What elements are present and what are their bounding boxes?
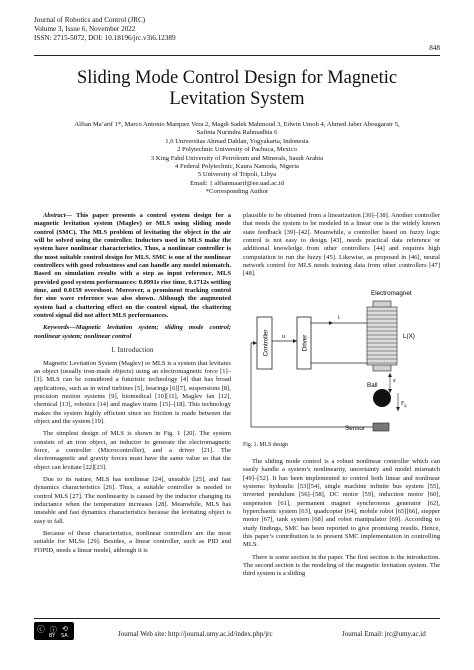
authors-block bbox=[34, 121, 440, 197]
ball-label: Ball bbox=[367, 382, 378, 389]
electromagnet-label: Electromagnet bbox=[371, 290, 412, 297]
left-column bbox=[34, 212, 231, 555]
header-rule bbox=[34, 55, 440, 56]
right-column-top bbox=[243, 212, 440, 279]
figure-caption: Fig. 1. MLS design bbox=[243, 442, 288, 448]
cc-by-label: BY bbox=[49, 633, 56, 639]
inductance-label: L(X) bbox=[403, 333, 415, 340]
keywords bbox=[34, 324, 231, 341]
journal-issn: ISSN: 2715-5072, DOI: 10.18196/jrc.v3i6.12389 bbox=[34, 34, 176, 42]
paragraph: plausible to be obtained from a linearization [30]–[38]. Another controller that needs the system to be modeled in a linear one is the widely known state feedback [39]–[42]. Meanwhile, a controller based on fuzzy logic control is not easy to design [43], needs practical data reference or additional knowledge from other controllers [44] and requires high computation to run the fuzzy [45]. Likewise, as proposed in [46], neural network control for MLS needs training data from other controllers [47][48]. bbox=[243, 212, 440, 278]
authors-line1: Alfian Ma’arif 1*, Marco Antonio Marquez Vera 2, Magdi Sadek Mahmoud 3, Edwin Umoh 4, Ahmed Jaber Abougarair 5, bbox=[74, 121, 400, 128]
paragraph: Because of these characteristics, nonlinear controllers are the most suitable for MLSs [29]. Besides, a linear controller, such as PID and FOPID, needs a linear model, although it is bbox=[34, 530, 231, 554]
corresponding-author: *Corresponding Author bbox=[205, 188, 269, 196]
sensor-label: Sensor bbox=[345, 425, 365, 432]
controller-label: Controller bbox=[262, 329, 270, 357]
paragraph: The simplest design of MLS is shown in Fig. 1 [20]. The system consists of an iron object, an inductor to generate the electromagnetic force, a controller (Microcontroller), and a driver [21]. The electromagnetic and gravity forces must have the same value so that the object can levitate [22][23]. bbox=[34, 430, 231, 471]
journal-website[interactable]: Journal Web site: http://journal.umy.ac.id/index.php/jrc bbox=[118, 630, 273, 638]
paper-title-line2: Levitation System bbox=[169, 89, 305, 109]
keywords-text: Magnetic levitation system; sliding mode control; nonlinear system; nonlinear control bbox=[34, 324, 231, 340]
section-heading-introduction: I. Introduction bbox=[111, 347, 154, 355]
authors-line2: Safinta Nurindra Rahmadhia 6 bbox=[196, 129, 278, 137]
journal-volume: Volume 3, Issue 6, November 2022 bbox=[34, 25, 136, 33]
page-number: 848 bbox=[429, 44, 440, 52]
keywords-label: Keywords— bbox=[43, 324, 76, 332]
paragraph: Due to its nature, MLS has nonlinear [24], unstable [25], and fast dynamics characteristics [26]. Thus, a suitable controller is needed to control MLS [27]. The nonlinearity is caused by the inductor changing its inductance when the temperature increases [28]. Meanwhile, MLS has unstable and fast dynamics characteristics because the levitating object is easy to fall. bbox=[34, 475, 231, 525]
footer-rule bbox=[34, 618, 440, 619]
affiliation-1: 1,6 Universitas Ahmad Dahlan, Yogyakarta, Indonesia bbox=[165, 137, 309, 145]
journal-header bbox=[34, 16, 176, 43]
sensor-block bbox=[373, 423, 389, 431]
affiliation-2: 2 Polytechnic University of Pachuca, Mexico bbox=[177, 146, 297, 154]
i-label: i bbox=[338, 315, 340, 321]
cc-icon: ⓒ bbox=[37, 625, 45, 634]
abstract-text: This paper presents a control system design for a magnetic levitation system (Maglev) or MLS using sliding mode control (SMC). The MLS problem of levitating the object in the air will be solved using the controller. Inductors used in MLS make the system have nonlinear characteristics. Thus, a nonlinear controller is the most suitable control design for MLS. SMC is one of the nonlinear controllers with good robustness and can handle any model mismatch. Based on simulation results with a step as input reference, MLS provided good system performances: 0.0991s rise time, 0.1712s settling time, and 0.0159 overshoot. Moreover, a prominent tracking control for sine wave reference was also shown. Although the augmented system had a chattering effect on the control signal, the chattering control signal did not affect MLS performances. bbox=[34, 212, 231, 320]
affiliation-3: 3 King Fahd University of Petroleum and Minerals, Saudi Arabia bbox=[150, 154, 324, 162]
driver-label: Driver bbox=[301, 334, 309, 352]
fg-label: $F_g$ bbox=[401, 401, 407, 408]
abstract bbox=[34, 212, 231, 320]
u-label: u bbox=[282, 334, 285, 340]
ball bbox=[373, 389, 391, 407]
paper-title bbox=[0, 68, 474, 110]
right-column-bottom bbox=[243, 458, 440, 579]
mls-diagram bbox=[243, 283, 440, 433]
sa-icon: ⟲ bbox=[62, 625, 68, 633]
cc-license-badge[interactable] bbox=[34, 622, 74, 640]
journal-email[interactable]: Journal Email: jrc@umy.ac.id bbox=[342, 630, 426, 638]
affiliation-4: 4 Federal Polytechnic, Kaura Namoda, Nigeria bbox=[175, 163, 299, 171]
paragraph: Magnetic Levitation System (Maglev) or MLS is a system that levitates an object (usually iron-made objects) using an electromagnetic force [1]–[3]. MLS can be considered a futuristic technology [4] that has broad applications, such as in wind turbines [5], bearings [6][7], suspensions [8], precision motion systems [9], biomedical [10][11], Maglev fan [12], chemical [13], robotics [14] and maglev trains [15]–[18]. This technology makes the system highly efficient since no friction is made between the object and the system [19]. bbox=[34, 359, 231, 425]
affiliation-5: 5 University of Tripoli, Libya bbox=[197, 171, 277, 179]
paragraph: There is some section in the paper. The first section is the introduction. The second section is the modeling of the magnetic levitation system. The third system is a sliding bbox=[243, 553, 440, 578]
abstract-label: Abstract— bbox=[43, 212, 73, 219]
journal-name: Journal of Robotics and Control (JRC) bbox=[34, 16, 146, 24]
by-icon: ⓘ bbox=[50, 626, 57, 634]
paragraph: The sliding mode control is a robust nonlinear controller which can easily handle a system’s nonlinearity, uncertainty and model mismatch [49]–[52]. It has been implemented to control both linear and nonlinear systems: hydraulic [53][54], single machine infinite bus system [55], inverted pendulum [56]–[58], DC motor [59], induction motor [60], suspension [61], permanent magnet synchronous generator [62], hyperchaotic system [63], quadcopter [64], mobile robot [65][66], stepper motor [67], tank system [68] and robot manipulator [69]. According to study findings, SMC has been reported to give promising results. Hence, this paper’s contribution is to present SMC implementation in controlling MLS. bbox=[243, 458, 440, 549]
cc-sa-label: SA bbox=[61, 633, 68, 639]
paper-title-line1: Sliding Mode Control Design for Magnetic bbox=[76, 68, 398, 88]
x-label: x bbox=[393, 378, 396, 384]
author-email: Email: 1 alfianmaarif@ee.uad.ac.id bbox=[190, 179, 284, 187]
electromagnet-coil bbox=[367, 307, 397, 365]
